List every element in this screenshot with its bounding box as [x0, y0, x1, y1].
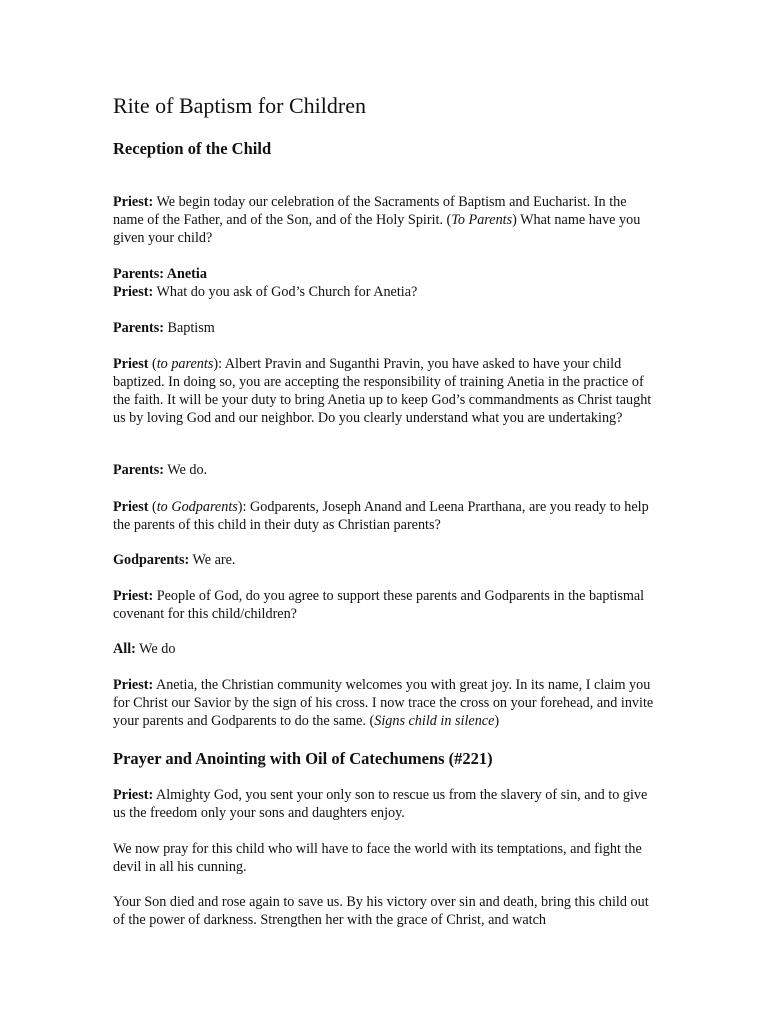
speaker-label: Priest: — [113, 677, 154, 693]
paragraph-godparents-we-are: Godparents: We are. — [113, 552, 236, 568]
speaker-label: Priest: — [113, 588, 154, 604]
paragraph-priest-people-of-god: Priest: People of God, do you agree to support these parents and Godparents in the baptismal covenant for this child/children? — [113, 588, 645, 622]
section-heading-reception: Reception of the Child — [113, 139, 272, 158]
speaker-label: Parents: Anetia — [113, 266, 207, 282]
speaker-label: Priest: — [113, 194, 154, 210]
paragraph-priest-to-parents: Priest (to parents): Albert Pravin and Suganthi Pravin, you have asked to have your child baptized. In doing so, you are accepting the responsibility of training Anetia in the practice of the faith. It will be your duty to bring Anetia up to keep God’s commandments as Christ taught us by loving God and our neighbor. Do you clearly understand what you are undertaking? — [113, 356, 652, 426]
paragraph-priest-welcome: Priest: We begin today our celebration of the Sacraments of Baptism and Eucharist. In the name of the Father, and of the Son, and of the Holy Spirit. (To Parents) What name have you given your child? — [113, 194, 641, 246]
speaker-label: All: — [113, 641, 136, 657]
paragraph-priest-almighty-god: Priest: Almighty God, you sent your only son to rescue us from the slavery of sin, and to give us the freedom only your sons and daughters enjoy. — [113, 787, 648, 821]
speaker-label: Priest — [113, 356, 149, 372]
paragraph-priest-sign-of-cross: Priest: Anetia, the Christian community welcomes you with great joy. In its name, I claim you for Christ our Savior by the sign of his cross. I now trace the cross on your forehead, and invite your parents and Godparents to do the same. (Signs child in silence) — [113, 677, 654, 729]
speaker-label: Priest: — [113, 284, 154, 300]
speaker-label: Parents: — [113, 320, 164, 336]
section-heading-prayer-anointing: Prayer and Anointing with Oil of Catechumens (#221) — [113, 749, 493, 768]
speaker-label: Godparents: — [113, 552, 190, 568]
paragraph-we-now-pray: We now pray for this child who will have to face the world with its temptations, and fight the devil in all his cunning. — [113, 841, 642, 875]
paragraph-parents-name: Parents: Anetia Priest: What do you ask of God’s Church for Anetia? — [113, 266, 418, 300]
paragraph-your-son-died: Your Son died and rose again to save us. By his victory over sin and death, bring this child out of the power of darkness. Strengthen her with the grace of Christ, and watch — [113, 894, 649, 928]
speaker-label: Priest — [113, 499, 149, 515]
page-title: Rite of Baptism for Children — [113, 93, 366, 118]
paragraph-priest-to-godparents: Priest (to Godparents): Godparents, Joseph Anand and Leena Prarthana, are you ready to help the parents of this child in their duty as Christian parents? — [113, 499, 649, 533]
speaker-label: Parents: — [113, 462, 164, 478]
speaker-label: Priest: — [113, 787, 154, 803]
paragraph-parents-we-do: Parents: We do. — [113, 462, 208, 478]
paragraph-all-we-do: All: We do — [113, 641, 176, 657]
paragraph-parents-baptism: Parents: Baptism — [113, 320, 215, 336]
